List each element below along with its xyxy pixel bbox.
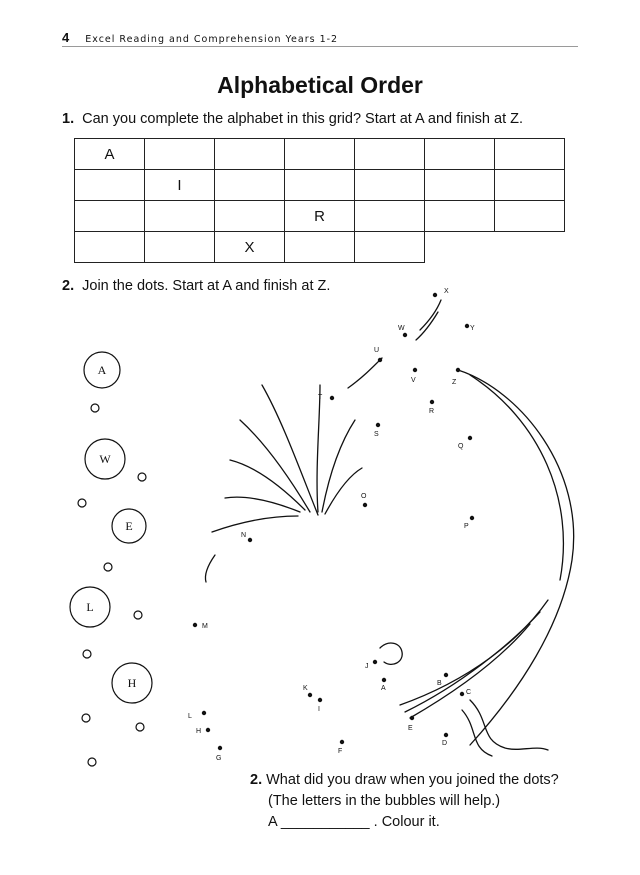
small-bubble xyxy=(136,723,144,731)
dot-label-h: H xyxy=(196,728,202,735)
dot-label-f: F xyxy=(338,748,343,755)
dot[interactable] xyxy=(373,660,377,664)
question-3-text: What did you draw when you joined the dots? xyxy=(266,772,559,788)
dot[interactable] xyxy=(330,396,334,400)
dot[interactable] xyxy=(410,716,414,720)
whale-tail-line xyxy=(470,700,548,750)
dot-label-t: T xyxy=(318,394,323,401)
spout-line xyxy=(317,385,320,512)
dot-label-p: P xyxy=(464,523,469,530)
question-3 xyxy=(250,770,559,833)
small-bubble xyxy=(104,563,112,571)
spout-line xyxy=(322,420,355,512)
dot[interactable] xyxy=(430,400,434,404)
spout-line xyxy=(212,516,298,532)
dot[interactable] xyxy=(218,746,222,750)
answer-suffix: . Colour it. xyxy=(373,814,440,830)
small-bubble xyxy=(91,404,99,412)
dot[interactable] xyxy=(248,538,252,542)
grid-cell[interactable]: R xyxy=(285,201,355,232)
question-3-hint: (The letters in the bubbles will help.) xyxy=(268,793,501,809)
dot-label-o: O xyxy=(361,493,367,500)
answer-prefix: A xyxy=(268,814,277,830)
whale-outline xyxy=(205,300,573,756)
dot-label-w: W xyxy=(398,325,405,332)
dot[interactable] xyxy=(308,693,312,697)
dot-label-x: X xyxy=(444,288,449,295)
dot-label-a: A xyxy=(381,685,386,692)
whale-back-line xyxy=(458,370,574,745)
dot[interactable] xyxy=(193,623,197,627)
dot-label-v: V xyxy=(411,377,416,384)
dot[interactable] xyxy=(318,698,322,702)
book-title: Excel Reading and Comprehension Years 1-2 xyxy=(85,34,339,45)
dot[interactable] xyxy=(470,516,474,520)
bubble-letter: E xyxy=(125,519,133,533)
dot-label-d: D xyxy=(442,740,448,747)
dot-label-m: M xyxy=(202,623,208,630)
dot-label-q: Q xyxy=(458,443,464,450)
dot-label-c: C xyxy=(466,689,472,696)
grid-cell[interactable]: I xyxy=(145,170,215,201)
dot[interactable] xyxy=(465,324,469,328)
dot[interactable] xyxy=(403,333,407,337)
dot[interactable] xyxy=(444,733,448,737)
dot-label-l: L xyxy=(188,713,192,720)
small-bubble xyxy=(134,611,142,619)
whale-back-line xyxy=(470,375,563,580)
dot[interactable] xyxy=(376,423,380,427)
spout-line xyxy=(416,312,438,340)
small-bubble xyxy=(78,499,86,507)
dot-label-u: U xyxy=(374,347,380,354)
small-bubble xyxy=(138,473,146,481)
question-1-text: Can you complete the alphabet in this grid? Start at A and finish at Z. xyxy=(82,111,524,127)
page-number: 4 xyxy=(62,30,70,45)
question-1-number: 1. xyxy=(62,111,75,127)
bubble-letter: L xyxy=(86,600,94,614)
dot[interactable] xyxy=(468,436,472,440)
dot-label-y: Y xyxy=(470,325,475,332)
question-3-number: 2. xyxy=(250,772,263,788)
dot-label-z: Z xyxy=(452,379,457,386)
dot-label-b: B xyxy=(437,680,442,687)
dot[interactable] xyxy=(456,368,460,372)
dot[interactable] xyxy=(444,673,448,677)
dot-label-j: J xyxy=(365,663,369,670)
dot-label-r: R xyxy=(429,408,435,415)
grid-cell[interactable]: A xyxy=(75,139,145,170)
dot-label-n: N xyxy=(241,532,247,539)
dot[interactable] xyxy=(206,728,210,732)
dot[interactable] xyxy=(433,293,437,297)
dot[interactable] xyxy=(413,368,417,372)
bubble-letter: W xyxy=(99,452,111,466)
spout-line xyxy=(348,358,382,388)
whale-eye xyxy=(380,643,402,664)
dots xyxy=(193,293,474,750)
spout-line xyxy=(420,300,441,330)
dot-label-s: S xyxy=(374,431,379,438)
whale-belly-line xyxy=(405,612,540,712)
dot[interactable] xyxy=(202,711,206,715)
bubbles xyxy=(70,352,152,766)
page-title: Alphabetical Order xyxy=(217,72,423,98)
small-bubble xyxy=(82,714,90,722)
dot-label-k: K xyxy=(303,685,308,692)
bubble-letter: H xyxy=(127,676,137,690)
whale-belly-line xyxy=(400,600,548,705)
dot-label-g: G xyxy=(216,755,222,762)
bubble-letter: A xyxy=(97,363,107,377)
dot[interactable] xyxy=(340,740,344,744)
question-3-answer-line xyxy=(250,812,559,833)
dot[interactable] xyxy=(363,503,367,507)
dot-label-e: E xyxy=(408,725,413,732)
dot-labels xyxy=(188,288,475,762)
question-2-number: 2. xyxy=(62,278,75,294)
spout-line xyxy=(225,497,300,512)
grid-cell[interactable]: X xyxy=(215,232,285,263)
spout-drop xyxy=(205,555,215,582)
dot[interactable] xyxy=(382,678,386,682)
answer-blank[interactable]: ___________ xyxy=(280,814,370,830)
question-3-line-1 xyxy=(250,770,559,791)
small-bubble xyxy=(83,650,91,658)
question-2-text: Join the dots. Start at A and finish at Z. xyxy=(82,278,331,294)
dot[interactable] xyxy=(378,358,382,362)
small-bubble xyxy=(88,758,96,766)
dot-label-i: I xyxy=(318,706,320,713)
dot[interactable] xyxy=(460,692,464,696)
